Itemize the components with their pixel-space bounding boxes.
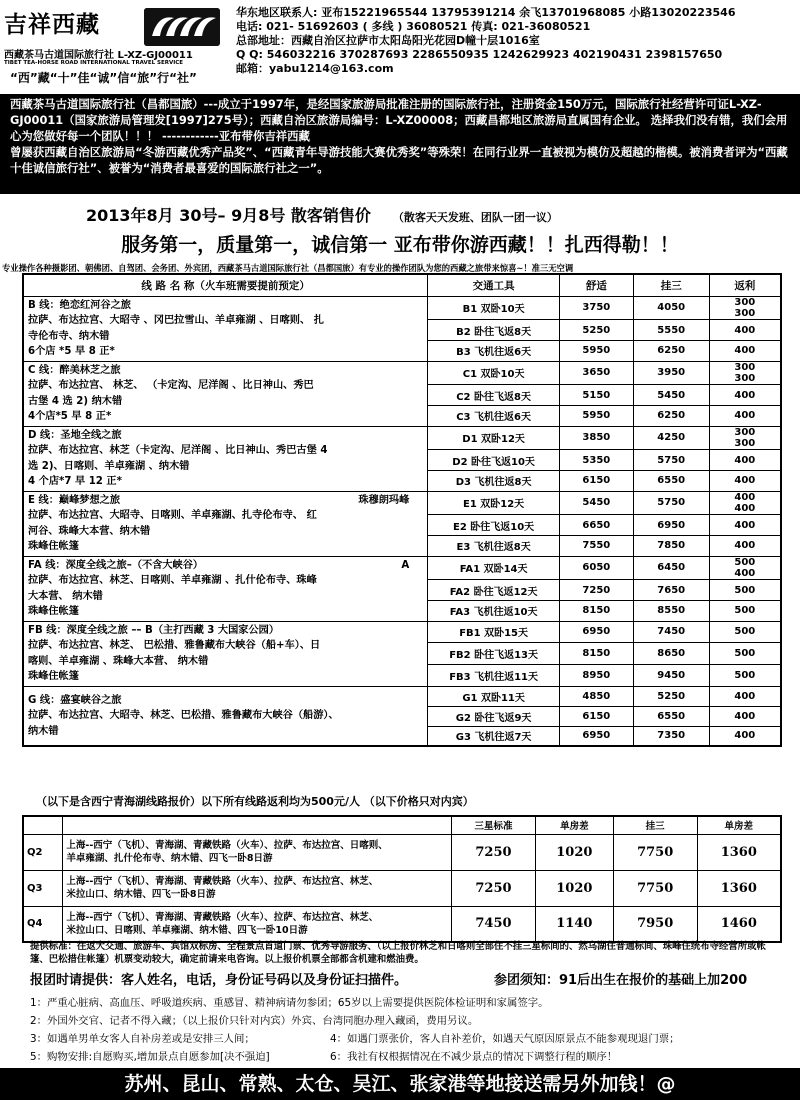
contact-qq: Q Q: 546032216 370287693 2286550935 1242629923 402190431 2398157650 bbox=[236, 48, 723, 61]
gua3-price: 4050 bbox=[633, 296, 709, 320]
route-cell bbox=[23, 361, 428, 426]
gua3-price: 6550 bbox=[633, 470, 709, 491]
transport-cell: C2 卧往飞返8天 bbox=[428, 385, 560, 406]
comfort-price: 8150 bbox=[559, 643, 633, 665]
gua3-price: 9450 bbox=[633, 664, 709, 686]
price-single2: 1460 bbox=[697, 906, 781, 942]
comfort-price: 8950 bbox=[559, 664, 633, 686]
rebate-value: 400 bbox=[734, 690, 756, 702]
comfort-price: 6050 bbox=[559, 556, 633, 580]
rebate-value: 400 bbox=[734, 502, 756, 514]
route-title: FA 线：深度全线之旅–（不含大峡谷） bbox=[28, 559, 204, 571]
brand-slogan: “西”藏“十”佳“诚”信“旅”行“社” bbox=[10, 71, 197, 85]
booking-requirements bbox=[30, 969, 748, 988]
table-row bbox=[23, 870, 781, 906]
intro-band bbox=[0, 94, 800, 194]
transport-cell: FB3 飞机往返11天 bbox=[428, 664, 560, 686]
transport-cell: C3 飞机往返6天 bbox=[428, 405, 560, 426]
qh-header-single2: 单房差 bbox=[697, 816, 781, 834]
gua3-price: 7650 bbox=[633, 580, 709, 601]
rebate-cell bbox=[709, 450, 781, 471]
transport-cell: FB2 卧往飞返13天 bbox=[428, 643, 560, 665]
term-item: 1：严重心脏病、高血压、呼吸道疾病、重感冒、精神病请勿参团；65岁以上需要提供医院体检证明和家属签字。 bbox=[30, 997, 549, 1009]
route-title: E 线：巅峰梦想之旅 bbox=[28, 494, 121, 506]
route-desc: 拉萨、布达拉宫、林芝（卡定沟、尼洋阁 、比日神山、秀巴古堡 4 bbox=[28, 445, 328, 456]
contact-address: 总部地址：西藏自治区拉萨市太阳岛阳光花园D幢十层1016室 bbox=[236, 34, 540, 47]
sale-date-title bbox=[86, 203, 558, 226]
intro-paragraph: 西藏茶马古道国际旅行社（昌都国旅）---成立于1997年，是经国家旅游局批准注册的国际旅行社，注册资金150万元，国际旅行社经营许可证L-XZ-GJ00011（国家旅游局管理发[1997]275号）；西藏自治区旅游局编号：L-XZ00008；西藏昌都地区旅游局直属国有企业。 选择我们没有错，我们会用心为您做好每一个团队！！！ ------------亚布带你吉祥西藏 bbox=[10, 97, 788, 143]
price-single2: 1360 bbox=[697, 834, 781, 870]
route-desc: 拉萨、布达拉宫、林芝、日喀则、羊卓雍湖 、扎什伦布寺、珠峰 bbox=[28, 575, 317, 586]
rebate-cell bbox=[709, 426, 781, 450]
route-title: B 线：绝恋红河谷之旅 bbox=[28, 299, 131, 311]
rebate-value: 300 bbox=[734, 296, 756, 308]
rebate-cell bbox=[709, 405, 781, 426]
rebate-value: 400 bbox=[734, 710, 756, 722]
gua3-price: 7450 bbox=[633, 621, 709, 643]
transport-cell: FA1 双卧14天 bbox=[428, 556, 560, 580]
route-title: C 线：醉美林芝之旅 bbox=[28, 364, 121, 376]
route-desc: 喀则、羊卓雍湖 、珠峰大本营、 纳木错 bbox=[28, 655, 209, 667]
transport-cell: D3 飞机往返8天 bbox=[428, 470, 560, 491]
comfort-price: 6150 bbox=[559, 470, 633, 491]
gua3-price: 6450 bbox=[633, 556, 709, 580]
rebate-value: 400 bbox=[734, 454, 756, 466]
route-code: Q2 bbox=[23, 834, 63, 870]
qinghai-table bbox=[22, 815, 782, 943]
route-code: Q4 bbox=[23, 906, 63, 942]
route-desc: 4 个店*7 早 12 正* bbox=[28, 476, 122, 487]
route-cell bbox=[23, 296, 428, 361]
gua3-price: 6250 bbox=[633, 405, 709, 426]
route-desc: 河谷、珠峰大本营、纳木错 bbox=[28, 525, 151, 537]
main-slogan: 服务第一，质量第一，诚信第一 亚布带你游西藏！！扎西得勒！！ bbox=[121, 234, 679, 256]
route-desc: 珠峰住帐篷 bbox=[28, 671, 79, 682]
comfort-price: 5450 bbox=[559, 491, 633, 515]
rebate-value: 300 bbox=[734, 307, 756, 319]
comfort-price: 5950 bbox=[559, 405, 633, 426]
rebate-value: 500 bbox=[734, 556, 756, 568]
sale-date: 2013年8月 30号– 9月8号 散客销售价 bbox=[86, 206, 371, 225]
route-desc: 古堡 4 选 2) 纳木错 bbox=[28, 395, 123, 407]
header-rebate: 返利 bbox=[709, 274, 781, 296]
qinghai-note: （以下是含西宁青海湖线路报价）以下所有线路返利均为500元/人 （以下价格只对内宾） bbox=[36, 795, 474, 808]
transport-cell: E3 飞机往返8天 bbox=[428, 535, 560, 556]
gua3-price: 5450 bbox=[633, 385, 709, 406]
brand-title: 吉祥西藏 bbox=[4, 12, 100, 38]
booking-info: 报团时请提供：客人姓名，电话，身份证号码以及身份证扫描件。 bbox=[30, 973, 408, 988]
gua3-price: 7850 bbox=[633, 535, 709, 556]
comfort-price: 5950 bbox=[559, 340, 633, 361]
sale-note: （散客天天发班、团队一团一议） bbox=[392, 211, 558, 224]
table-row bbox=[23, 906, 781, 942]
comfort-price: 4850 bbox=[559, 686, 633, 706]
comfort-price: 7550 bbox=[559, 535, 633, 556]
gua3-price: 5250 bbox=[633, 686, 709, 706]
gua3-price: 6250 bbox=[633, 340, 709, 361]
rebate-value: 500 bbox=[734, 584, 756, 596]
rebate-value: 400 bbox=[734, 324, 756, 336]
booking-notice: 参团须知：91后出生在报价的基础上加200 bbox=[494, 973, 748, 988]
gua3-price: 3950 bbox=[633, 361, 709, 385]
comfort-price: 5250 bbox=[559, 320, 633, 341]
route-title: D 线：圣地全线之旅 bbox=[28, 429, 122, 441]
transport-cell: FA3 飞机往返10天 bbox=[428, 600, 560, 621]
route-desc: 拉萨、布达拉宫、林芝、 巴松措、雅鲁藏布大峡谷（船+车）、日 bbox=[28, 640, 321, 651]
price-gua3: 7750 bbox=[613, 870, 697, 906]
rebate-cell bbox=[709, 491, 781, 515]
rebate-value: 400 bbox=[734, 475, 756, 487]
table-row bbox=[23, 621, 781, 643]
price-gua3: 7750 bbox=[613, 834, 697, 870]
rebate-cell bbox=[709, 556, 781, 580]
rebate-value: 300 bbox=[734, 426, 756, 438]
route-desc: 上海--西宁（飞机）、青海湖、青藏铁路（火车）、拉萨、布达拉宫、林芝、 米拉山口、日喀则、羊卓雍湖、纳木错、四飞一卧10日游 bbox=[63, 906, 452, 942]
rebate-value: 400 bbox=[734, 540, 756, 552]
intro-paragraph: 曾屡获西藏自治区旅游局“冬游西藏优秀产品奖”、“西藏青年导游技能大赛优秀奖”等殊荣！在同行业界一直被视为模仿及超越的楷模。被消费者评为“西藏十佳诚信旅行社”、被誉为“消费者最喜爱的国际旅行社之一”。 bbox=[10, 145, 788, 175]
transport-cell: B1 双卧10天 bbox=[428, 296, 560, 320]
rebate-cell bbox=[709, 361, 781, 385]
company-name-en: TIBET TEA-HORSE ROAD INTERNATIONAL TRAVEL SERVICE bbox=[4, 60, 184, 66]
price-3star: 7250 bbox=[452, 870, 536, 906]
rebate-value: 500 bbox=[734, 669, 756, 681]
term-item: 5：购物安排:自愿购买,增加景点自愿参加[决不强迫] bbox=[30, 1051, 270, 1063]
comfort-price: 5150 bbox=[559, 385, 633, 406]
term-item: 6：我社有权根据情况在不减少景点的情况下调整行程的顺序！ bbox=[330, 1051, 618, 1063]
transport-cell: G1 双卧11天 bbox=[428, 686, 560, 706]
transport-cell: FB1 双卧15天 bbox=[428, 621, 560, 643]
route-desc: 拉萨、布达拉宫、 林芝、 （卡定沟、尼洋阁 、比日神山、秀巴 bbox=[28, 380, 314, 391]
table-row bbox=[23, 686, 781, 706]
contact-block bbox=[236, 6, 800, 76]
comfort-price: 3850 bbox=[559, 426, 633, 450]
transport-cell: G3 飞机往返7天 bbox=[428, 726, 560, 746]
term-item: 4：如遇门票张价，客人自补差价，如遇天气原因原景点不能参观现退门票； bbox=[330, 1033, 680, 1045]
company-logo bbox=[4, 6, 226, 90]
comfort-price: 3650 bbox=[559, 361, 633, 385]
route-title-right: 珠穆朗玛峰 bbox=[358, 495, 410, 506]
gua3-price: 8550 bbox=[633, 600, 709, 621]
header-route: 线 路 名 称（火车班需要提前预定） bbox=[23, 274, 428, 296]
rebate-value: 400 bbox=[734, 345, 756, 357]
transport-cell: D1 双卧12天 bbox=[428, 426, 560, 450]
rebate-cell bbox=[709, 515, 781, 536]
comfort-price: 6150 bbox=[559, 706, 633, 726]
rebate-cell bbox=[709, 320, 781, 341]
route-desc: 珠峰住帐篷 bbox=[28, 606, 79, 617]
rebate-cell bbox=[709, 470, 781, 491]
price-single: 1140 bbox=[535, 906, 613, 942]
rebate-value: 400 bbox=[734, 389, 756, 401]
price-gua3: 7950 bbox=[613, 906, 697, 942]
route-desc: 拉萨、布达拉宫、大昭寺 、冈巴拉雪山、羊卓雍湖 、日喀则、 扎 bbox=[28, 315, 324, 326]
gua3-price: 7350 bbox=[633, 726, 709, 746]
route-desc: 拉萨、布达拉宫、大昭寺、日喀则、羊卓雍湖、扎寺伦布寺、 红 bbox=[28, 510, 317, 521]
rebate-cell bbox=[709, 535, 781, 556]
service-standards: 提供标准：往返大交通、旅游车、宾馆双标房、全程景点首道门票、优秀导游服务、（以上报价林芝和日喀则全部住不挂三星标间的、然乌湖住普通标间、珠峰住统布寺经营所或帐篷、巴松措住帐篷）机票变动较大，确定前请来电咨询。以上报价机票全部都含机建和燃油费。 bbox=[30, 941, 766, 965]
transport-cell: D2 卧往飞返10天 bbox=[428, 450, 560, 471]
table-row bbox=[23, 834, 781, 870]
price-3star: 7450 bbox=[452, 906, 536, 942]
contact-persons: 华东地区联系人: 亚布15221965544 13795391214 余飞13701968085 小路13020223546 bbox=[236, 6, 736, 19]
comfort-price: 8150 bbox=[559, 600, 633, 621]
comfort-price: 6650 bbox=[559, 515, 633, 536]
logo-swirl-icon bbox=[144, 8, 220, 46]
rebate-cell bbox=[709, 340, 781, 361]
route-cell bbox=[23, 426, 428, 491]
rebate-value: 300 bbox=[734, 437, 756, 449]
route-cell bbox=[23, 491, 428, 556]
price-single: 1020 bbox=[535, 870, 613, 906]
rebate-cell bbox=[709, 706, 781, 726]
route-desc: 上海--西宁（飞机）、青海湖、青藏铁路（火车）、拉萨、布达拉宫、林芝、 米拉山口、纳木错、四飞一卧8日游 bbox=[63, 870, 452, 906]
term-item: 2：外国外交官、记者不得入藏；（以上报价只针对内宾）外宾、台湾同胞办理入藏函，费用另议。 bbox=[30, 1015, 479, 1027]
comfort-price: 3750 bbox=[559, 296, 633, 320]
table-row bbox=[23, 556, 781, 580]
route-cell bbox=[23, 686, 428, 746]
route-desc: 拉萨、布达拉宫、大昭寺、林芝、巴松措、雅鲁藏布大峡谷（船游）、 bbox=[28, 710, 339, 721]
rebate-value: 300 bbox=[734, 361, 756, 373]
rebate-value: 500 bbox=[734, 605, 756, 617]
route-desc: 选 2)、日喀则、羊卓雍湖 、纳木错 bbox=[28, 460, 190, 472]
rebate-cell bbox=[709, 686, 781, 706]
table-row bbox=[23, 426, 781, 450]
rebate-value: 400 bbox=[734, 567, 756, 579]
price-single2: 1360 bbox=[697, 870, 781, 906]
comfort-price: 7250 bbox=[559, 580, 633, 601]
footer-banner: 苏州、昆山、常熟、太仓、吴江、张家港等地接送需另外加钱！@ bbox=[0, 1068, 800, 1100]
route-desc: 6个店 *5 早 8 正* bbox=[28, 346, 115, 357]
rebate-value: 500 bbox=[734, 626, 756, 638]
route-desc: 上海--西宁（飞机）、青海湖、青藏铁路（火车）、拉萨、布达拉宫、日喀则、 羊卓雍湖、扎什伦布寺、纳木错、四飞一卧8日游 bbox=[63, 834, 452, 870]
route-desc: 珠峰住帐篷 bbox=[28, 541, 79, 552]
transport-cell: B2 卧往飞返8天 bbox=[428, 320, 560, 341]
rebate-value: 400 bbox=[734, 730, 756, 742]
route-desc: 大本营、 纳木错 bbox=[28, 590, 103, 602]
table-row bbox=[23, 296, 781, 320]
route-cell bbox=[23, 556, 428, 621]
route-desc: 纳木错 bbox=[28, 725, 59, 737]
specialty-line: 专业操作各种摄影团、朝佛团、自驾团、会务团、外宾团，西藏茶马古道国际旅行社（昌都国旅）有专业的操作团队为您的西藏之旅带来惊喜~！准三无空调 bbox=[2, 263, 574, 273]
gua3-price: 5550 bbox=[633, 320, 709, 341]
header-comfort: 舒适 bbox=[559, 274, 633, 296]
company-name: 西藏茶马古道国际旅行社 L-XZ-GJ00011 bbox=[4, 50, 193, 61]
route-title: FB 线：深度全线之旅 –– B（主打西藏 3 大国家公园） bbox=[28, 624, 280, 636]
qh-header-single: 单房差 bbox=[535, 816, 613, 834]
contact-email: 邮箱：yabu1214@163.com bbox=[236, 62, 394, 75]
rebate-cell bbox=[709, 600, 781, 621]
gua3-price: 4250 bbox=[633, 426, 709, 450]
price-3star: 7250 bbox=[452, 834, 536, 870]
route-title-right: A bbox=[401, 560, 410, 571]
route-code: Q3 bbox=[23, 870, 63, 906]
transport-cell: C1 双卧10天 bbox=[428, 361, 560, 385]
header-transport: 交通工具 bbox=[428, 274, 560, 296]
gua3-price: 8650 bbox=[633, 643, 709, 665]
route-desc: 寺伦布寺、纳木错 bbox=[28, 330, 110, 342]
transport-cell: FA2 卧往飞返12天 bbox=[428, 580, 560, 601]
comfort-price: 5350 bbox=[559, 450, 633, 471]
rebate-cell bbox=[709, 385, 781, 406]
header-gua3: 挂三 bbox=[633, 274, 709, 296]
rebate-cell bbox=[709, 621, 781, 643]
transport-cell: E2 卧往飞返10天 bbox=[428, 515, 560, 536]
transport-cell: G2 卧往飞返9天 bbox=[428, 706, 560, 726]
rebate-cell bbox=[709, 580, 781, 601]
qh-header-3star: 三星标准 bbox=[452, 816, 536, 834]
qh-header-gua3: 挂三 bbox=[613, 816, 697, 834]
route-cell bbox=[23, 621, 428, 686]
rebate-value: 500 bbox=[734, 647, 756, 659]
rebate-cell bbox=[709, 296, 781, 320]
rebate-cell bbox=[709, 664, 781, 686]
route-desc: 4个店*5 早 8 正* bbox=[28, 411, 112, 422]
gua3-price: 5750 bbox=[633, 450, 709, 471]
price-table bbox=[22, 273, 782, 747]
comfort-price: 6950 bbox=[559, 621, 633, 643]
rebate-cell bbox=[709, 726, 781, 746]
contact-phone: 电话: 021- 51692603 ( 多线 ) 36080521 传真: 021-36080521 bbox=[236, 20, 591, 33]
transport-cell: B3 飞机往返6天 bbox=[428, 340, 560, 361]
price-single: 1020 bbox=[535, 834, 613, 870]
comfort-price: 6950 bbox=[559, 726, 633, 746]
gua3-price: 5750 bbox=[633, 491, 709, 515]
rebate-value: 400 bbox=[734, 410, 756, 422]
rebate-value: 400 bbox=[734, 491, 756, 503]
header bbox=[0, 0, 800, 92]
rebate-cell bbox=[709, 643, 781, 665]
term-item: 3：如遇单男单女客人自补房差或是安排三人间； bbox=[30, 1033, 255, 1045]
route-title: G 线：盛宴峡谷之旅 bbox=[28, 694, 122, 706]
transport-cell: E1 双卧12天 bbox=[428, 491, 560, 515]
gua3-price: 6950 bbox=[633, 515, 709, 536]
rebate-value: 400 bbox=[734, 519, 756, 531]
table-row bbox=[23, 361, 781, 385]
table-row bbox=[23, 491, 781, 515]
rebate-value: 300 bbox=[734, 372, 756, 384]
gua3-price: 6550 bbox=[633, 706, 709, 726]
